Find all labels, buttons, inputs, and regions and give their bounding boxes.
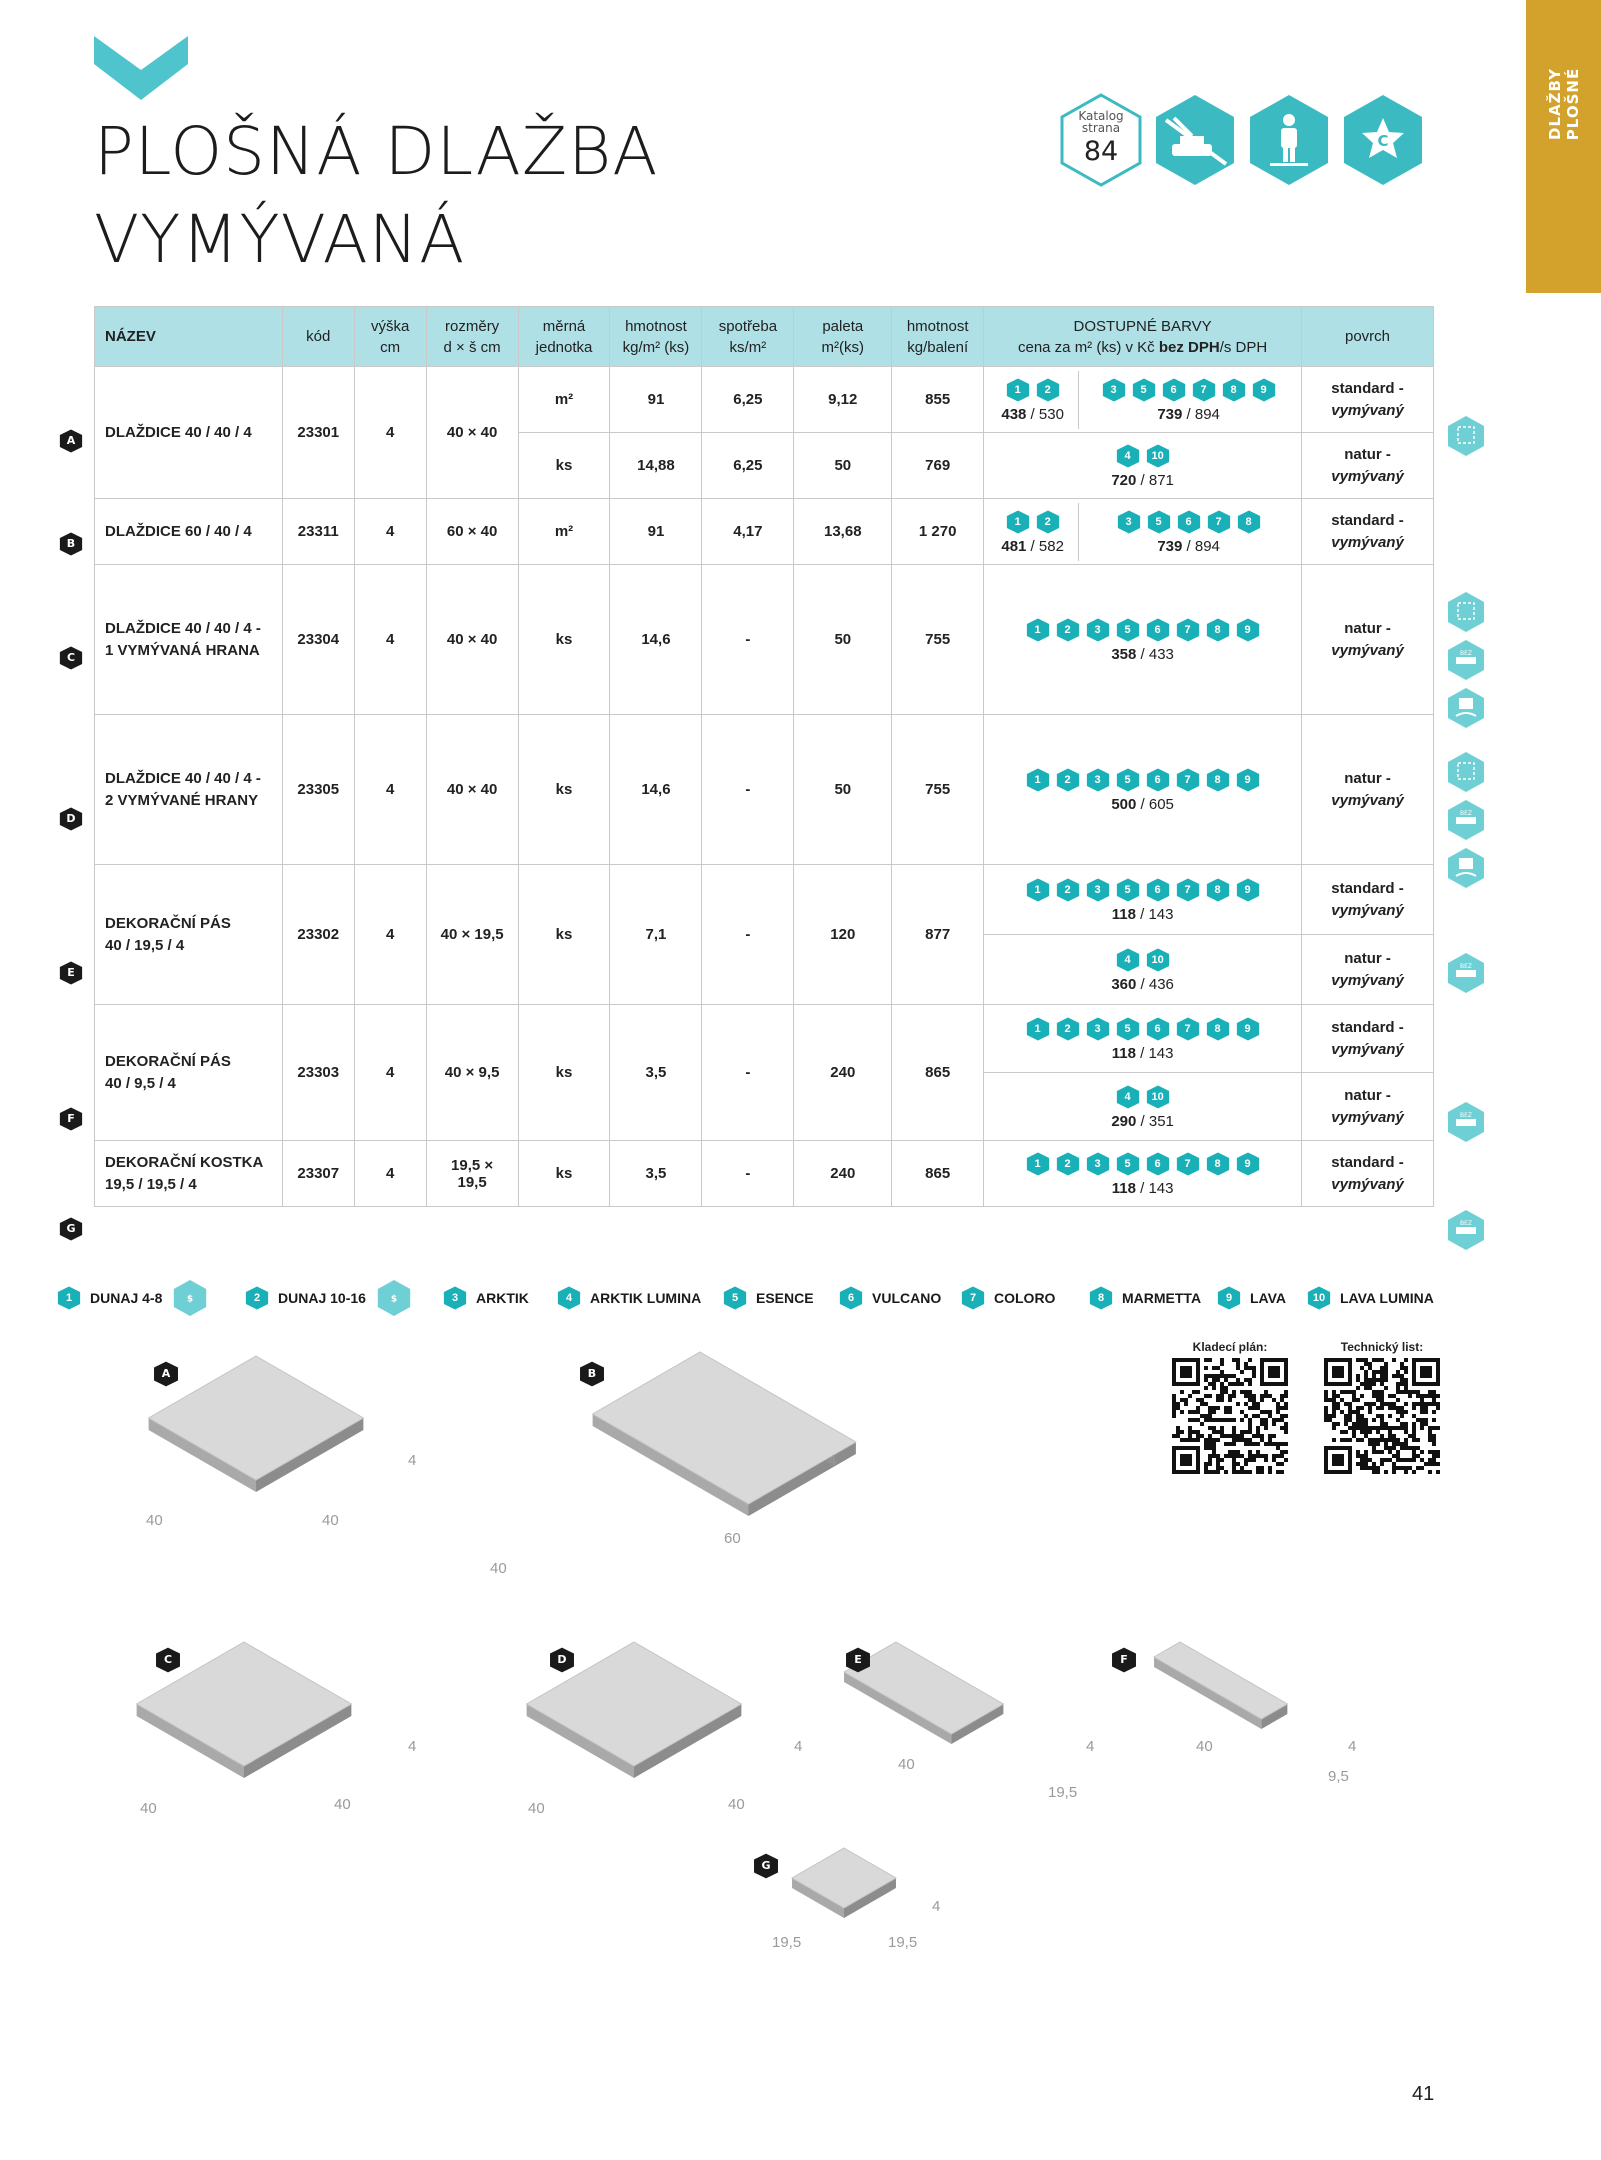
pallet: 50 xyxy=(794,433,892,499)
weight: 14,6 xyxy=(610,715,702,865)
usage: - xyxy=(702,1005,794,1141)
laying-plan-label: Kladecí plán: xyxy=(1192,1340,1268,1354)
tile-dim: 40 xyxy=(146,1512,163,1529)
pack-weight: 755 xyxy=(892,565,984,715)
side-tab-line-2: PLOŠNÉ xyxy=(1564,67,1582,141)
color-hex-4: 4 xyxy=(1115,1084,1141,1110)
color-hex-6: 6 xyxy=(1145,877,1171,903)
product-name: DLAŽDICE 40 / 40 / 4 - 2 VYMÝVANÉ HRANY xyxy=(95,715,283,865)
product-dims: 40 × 40 xyxy=(426,565,518,715)
col-pallet-label: paleta xyxy=(822,317,864,335)
svg-text:BEZ: BEZ xyxy=(1459,1220,1473,1227)
unit: ks xyxy=(518,715,610,865)
product-name: DEKORAČNÍ PÁS 40 / 19,5 / 4 xyxy=(95,865,283,1005)
color-hex-8: 8 xyxy=(1205,767,1231,793)
color-hex-5: 5 xyxy=(1115,877,1141,903)
tile-dim: 19,5 xyxy=(772,1934,802,1951)
pallet: 50 xyxy=(794,565,892,715)
legend-label: ARKTIK LUMINA xyxy=(590,1290,702,1306)
col-unit-label: měrná xyxy=(542,317,586,335)
col-weight-label: hmotnost xyxy=(625,317,687,335)
surface-cell: standard - vymývaný xyxy=(1302,1141,1434,1207)
product-name: DEKORAČNÍ PÁS 40 / 9,5 / 4 xyxy=(95,1005,283,1141)
price-note-b: bez DPH xyxy=(1158,338,1220,356)
tile-dim: 40 xyxy=(140,1800,157,1817)
pallet: 240 xyxy=(794,1141,892,1207)
tile-marker: B xyxy=(578,1360,606,1388)
row-marker-D: D xyxy=(58,806,84,832)
color-hex-6: 6 xyxy=(1145,1016,1171,1042)
color-hex-10: 10 xyxy=(1145,443,1171,469)
price: 500 / 605 xyxy=(1111,795,1174,813)
price: 720 / 871 xyxy=(1111,471,1174,489)
color-hex-5: 5 xyxy=(1115,617,1141,643)
color-hex-7: 7 xyxy=(1206,509,1232,535)
color-hex-1: 1 xyxy=(1005,377,1031,403)
product-dims: 19,5 × 19,5 xyxy=(426,1141,518,1207)
tile-marker: E xyxy=(844,1646,872,1674)
price: 360 / 436 xyxy=(1111,975,1174,993)
color-hex-7: 7 xyxy=(1175,1151,1201,1177)
unit: m² xyxy=(518,499,610,565)
color-hex-8: 8 xyxy=(1236,509,1262,535)
col-surface: povrch xyxy=(1302,307,1434,367)
color-hex-9: 9 xyxy=(1235,617,1261,643)
pallet: 120 xyxy=(794,865,892,1005)
color-hex-2: 2 xyxy=(244,1285,270,1311)
color-hex-5: 5 xyxy=(722,1285,748,1311)
color-hex-5: 5 xyxy=(1115,767,1141,793)
unit: ks xyxy=(518,865,610,1005)
color-hex-3: 3 xyxy=(1085,767,1111,793)
color-hex-6: 6 xyxy=(838,1285,864,1311)
tile-marker: D xyxy=(548,1646,576,1674)
color-hex-9: 9 xyxy=(1216,1285,1242,1311)
legend-label: ARKTIK xyxy=(476,1290,529,1306)
color-hex-8: 8 xyxy=(1205,617,1231,643)
color-hex-9: 9 xyxy=(1235,877,1261,903)
svg-text:BEZ: BEZ xyxy=(1459,810,1473,817)
color-hex-7: 7 xyxy=(1175,617,1201,643)
price: 438 / 530 xyxy=(1001,405,1064,423)
surface-cell: standard - vymývaný xyxy=(1302,865,1434,935)
weight: 91 xyxy=(610,499,702,565)
color-hex-3: 3 xyxy=(1085,877,1111,903)
product-height: 4 xyxy=(354,715,426,865)
legend-label: DUNAJ 10-16 xyxy=(278,1290,366,1306)
color-hex-4: 4 xyxy=(1115,947,1141,973)
row-marker-B: B xyxy=(58,531,84,557)
legend-label: COLORO xyxy=(994,1290,1056,1306)
unit: ks xyxy=(518,433,610,499)
color-hex-3: 3 xyxy=(1116,509,1142,535)
row-marker-C: C xyxy=(58,645,84,671)
product-code: 23304 xyxy=(282,565,354,715)
color-hex-1: 1 xyxy=(1025,1016,1051,1042)
catalog-page-number: 84 xyxy=(1083,136,1119,167)
color-hex-3: 3 xyxy=(442,1285,468,1311)
price: 481 / 582 xyxy=(1001,537,1064,555)
pack-weight: 865 xyxy=(892,1005,984,1141)
row-marker-E: E xyxy=(58,960,84,986)
surface-cell: standard - vymývaný xyxy=(1302,367,1434,433)
color-hex-2: 2 xyxy=(1055,767,1081,793)
product-height: 4 xyxy=(354,565,426,715)
color-hex-1: 1 xyxy=(1025,1151,1051,1177)
pack-weight: 755 xyxy=(892,715,984,865)
color-hex-7: 7 xyxy=(960,1285,986,1311)
tile-dim: 4 xyxy=(1348,1738,1357,1755)
color-hex-2: 2 xyxy=(1055,877,1081,903)
tile-dim: 40 xyxy=(1196,1738,1213,1755)
unit: ks xyxy=(518,565,610,715)
col-pack-unit: kg/balení xyxy=(907,338,969,356)
tile-dim: 4 xyxy=(794,1738,803,1755)
pack-weight: 1 270 xyxy=(892,499,984,565)
tile-marker: A xyxy=(152,1360,180,1388)
product-name: DEKORAČNÍ KOSTKA 19,5 / 19,5 / 4 xyxy=(95,1141,283,1207)
side-tab-line-1: DLAŽBY xyxy=(1546,68,1564,140)
product-code: 23303 xyxy=(282,1005,354,1141)
price: 358 / 433 xyxy=(1111,645,1174,663)
col-dims-label: rozměry xyxy=(445,317,500,335)
product-name: DLAŽDICE 40 / 40 / 4 - 1 VYMÝVANÁ HRANA xyxy=(95,565,283,715)
tile-dim: 19,5 xyxy=(1048,1784,1078,1801)
product-code: 23302 xyxy=(282,865,354,1005)
unit: m² xyxy=(518,367,610,433)
weight: 91 xyxy=(610,367,702,433)
col-unit-label-2: jednotka xyxy=(535,338,593,356)
usage: - xyxy=(702,715,794,865)
price-note-c: /s DPH xyxy=(1219,338,1268,356)
page-number: 41 xyxy=(1412,2083,1435,2105)
col-dims-unit: d × š cm xyxy=(443,338,501,356)
tile-dim: 4 xyxy=(932,1898,941,1915)
product-name: DLAŽDICE 60 / 40 / 4 xyxy=(95,499,283,565)
color-hex-8: 8 xyxy=(1221,377,1247,403)
tile-dim: 40 xyxy=(898,1756,915,1773)
price: 739 / 894 xyxy=(1157,405,1220,423)
color-hex-9: 9 xyxy=(1235,1016,1261,1042)
col-height-label: výška xyxy=(371,317,410,335)
weight: 14,88 xyxy=(610,433,702,499)
color-hex-3: 3 xyxy=(1085,617,1111,643)
tile-dim: 4 xyxy=(408,1452,417,1469)
col-usage-unit: ks/m² xyxy=(729,338,767,356)
legend-label: LAVA LUMINA xyxy=(1340,1290,1434,1306)
color-hex-5: 5 xyxy=(1146,509,1172,535)
color-hex-4: 4 xyxy=(556,1285,582,1311)
weight: 3,5 xyxy=(610,1141,702,1207)
col-usage-label: spotřeba xyxy=(718,317,778,335)
col-pallet-unit: m²(ks) xyxy=(821,338,865,356)
legend-label: DUNAJ 4-8 xyxy=(90,1290,163,1306)
pack-weight: 877 xyxy=(892,865,984,1005)
svg-text:$: $ xyxy=(390,1294,398,1305)
color-hex-8: 8 xyxy=(1205,1151,1231,1177)
product-height: 4 xyxy=(354,1141,426,1207)
tile-dim: 40 xyxy=(528,1800,545,1817)
color-hex-5: 5 xyxy=(1115,1016,1141,1042)
color-hex-2: 2 xyxy=(1055,617,1081,643)
color-hex-2: 2 xyxy=(1035,377,1061,403)
tile-dim: 40 xyxy=(728,1796,745,1813)
tile-dim: 4 xyxy=(828,1452,837,1469)
tile-dim: 4 xyxy=(408,1738,417,1755)
color-hex-3: 3 xyxy=(1101,377,1127,403)
pallet: 13,68 xyxy=(794,499,892,565)
col-colors-label: DOSTUPNÉ BARVY xyxy=(1073,317,1212,335)
unit: ks xyxy=(518,1141,610,1207)
title-line-2: VYMÝVANÁ xyxy=(94,201,466,278)
color-hex-7: 7 xyxy=(1191,377,1217,403)
tile-dim: 19,5 xyxy=(888,1934,918,1951)
tech-sheet-label: Technický list: xyxy=(1340,1340,1424,1354)
legend-label: MARMETTA xyxy=(1122,1290,1202,1306)
tile-dim: 9,5 xyxy=(1328,1768,1349,1785)
color-hex-2: 2 xyxy=(1035,509,1061,535)
color-hex-6: 6 xyxy=(1176,509,1202,535)
tile-dim: 40 xyxy=(322,1512,339,1529)
usage: 6,25 xyxy=(702,433,794,499)
color-hex-1: 1 xyxy=(1025,767,1051,793)
color-hex-7: 7 xyxy=(1175,767,1201,793)
product-code: 23301 xyxy=(282,367,354,499)
pack-weight: 865 xyxy=(892,1141,984,1207)
price: 118 / 143 xyxy=(1111,1044,1174,1062)
color-hex-9: 9 xyxy=(1235,1151,1261,1177)
svg-text:C: C xyxy=(1377,132,1389,150)
product-dims: 40 × 9,5 xyxy=(426,1005,518,1141)
color-hex-10: 10 xyxy=(1145,1084,1171,1110)
color-hex-6: 6 xyxy=(1145,617,1171,643)
title-line-1: PLOŠNÁ DLAŽBA xyxy=(94,113,659,190)
catalog-label-2: strana xyxy=(1081,121,1121,135)
tile-dim: 60 xyxy=(724,1530,741,1547)
surface-cell: standard - vymývaný xyxy=(1302,499,1434,565)
svg-text:$: $ xyxy=(187,1294,194,1305)
color-hex-4: 4 xyxy=(1115,443,1141,469)
color-hex-7: 7 xyxy=(1175,1016,1201,1042)
color-hex-3: 3 xyxy=(1085,1016,1111,1042)
color-hex-8: 8 xyxy=(1088,1285,1114,1311)
color-hex-6: 6 xyxy=(1145,1151,1171,1177)
svg-text:BEZ: BEZ xyxy=(1459,1112,1473,1119)
legend-label: LAVA xyxy=(1250,1290,1287,1306)
product-height: 4 xyxy=(354,865,426,1005)
tile-dim: 4 xyxy=(1086,1738,1095,1755)
price: 118 / 143 xyxy=(1111,1179,1174,1197)
legend-label: ESENCE xyxy=(756,1290,814,1306)
color-hex-3: 3 xyxy=(1085,1151,1111,1177)
pallet: 50 xyxy=(794,715,892,865)
usage: - xyxy=(702,565,794,715)
color-hex-5: 5 xyxy=(1131,377,1157,403)
pallet: 240 xyxy=(794,1005,892,1141)
row-marker-G: G xyxy=(58,1216,84,1242)
product-dims: 40 × 19,5 xyxy=(426,865,518,1005)
product-height: 4 xyxy=(354,499,426,565)
color-hex-8: 8 xyxy=(1205,877,1231,903)
color-hex-1: 1 xyxy=(1025,877,1051,903)
price: 290 / 351 xyxy=(1111,1112,1174,1130)
color-hex-1: 1 xyxy=(1025,617,1051,643)
weight: 7,1 xyxy=(610,865,702,1005)
col-pack-label: hmotnost xyxy=(906,317,969,335)
color-hex-1: 1 xyxy=(56,1285,82,1311)
color-hex-10: 10 xyxy=(1145,947,1171,973)
svg-text:BEZ: BEZ xyxy=(1459,650,1473,657)
svg-text:BEZ: BEZ xyxy=(1459,963,1473,970)
surface-cell: natur - vymývaný xyxy=(1302,715,1434,865)
color-hex-2: 2 xyxy=(1055,1151,1081,1177)
surface-cell: natur - vymývaný xyxy=(1302,935,1434,1005)
legend-label: VULCANO xyxy=(872,1290,942,1306)
tile-dim: 40 xyxy=(334,1796,351,1813)
color-hex-6: 6 xyxy=(1161,377,1187,403)
weight: 3,5 xyxy=(610,1005,702,1141)
pack-weight: 769 xyxy=(892,433,984,499)
unit: ks xyxy=(518,1005,610,1141)
tile-marker: F xyxy=(1110,1646,1138,1674)
color-hex-5: 5 xyxy=(1115,1151,1141,1177)
price-note-a: cena za m² (ks) v Kč xyxy=(1017,338,1159,356)
col-name: NÁZEV xyxy=(95,307,283,367)
color-hex-9: 9 xyxy=(1235,767,1261,793)
product-code: 23311 xyxy=(282,499,354,565)
col-height-unit: cm xyxy=(380,338,401,356)
product-code: 23307 xyxy=(282,1141,354,1207)
surface-cell: natur - vymývaný xyxy=(1302,565,1434,715)
product-height: 4 xyxy=(354,1005,426,1141)
usage: - xyxy=(702,865,794,1005)
col-code: kód xyxy=(282,307,354,367)
weight: 14,6 xyxy=(610,565,702,715)
pallet: 9,12 xyxy=(794,367,892,433)
surface-cell: natur - vymývaný xyxy=(1302,433,1434,499)
product-code: 23305 xyxy=(282,715,354,865)
catalog-label-1: Katalog xyxy=(1078,109,1124,123)
product-name: DLAŽDICE 40 / 40 / 4 xyxy=(95,367,283,499)
usage: 6,25 xyxy=(702,367,794,433)
price: 739 / 894 xyxy=(1157,537,1220,555)
color-hex-2: 2 xyxy=(1055,1016,1081,1042)
color-hex-9: 9 xyxy=(1251,377,1277,403)
color-hex-7: 7 xyxy=(1175,877,1201,903)
surface-cell: standard - vymývaný xyxy=(1302,1005,1434,1073)
color-hex-1: 1 xyxy=(1005,509,1031,535)
usage: 4,17 xyxy=(702,499,794,565)
product-dims: 40 × 40 xyxy=(426,367,518,499)
color-hex-8: 8 xyxy=(1205,1016,1231,1042)
tile-dim: 40 xyxy=(490,1560,507,1577)
usage: - xyxy=(702,1141,794,1207)
product-height: 4 xyxy=(354,367,426,499)
color-hex-6: 6 xyxy=(1145,767,1171,793)
col-weight-unit: kg/m² (ks) xyxy=(622,338,690,356)
tile-marker: G xyxy=(752,1852,780,1880)
surface-cell: natur - vymývaný xyxy=(1302,1073,1434,1141)
row-marker-F: F xyxy=(58,1106,84,1132)
product-dims: 40 × 40 xyxy=(426,715,518,865)
price: 118 / 143 xyxy=(1111,905,1174,923)
color-hex-10: 10 xyxy=(1306,1285,1332,1311)
product-dims: 60 × 40 xyxy=(426,499,518,565)
tile-marker: C xyxy=(154,1646,182,1674)
row-marker-A: A xyxy=(58,428,84,454)
pack-weight: 855 xyxy=(892,367,984,433)
